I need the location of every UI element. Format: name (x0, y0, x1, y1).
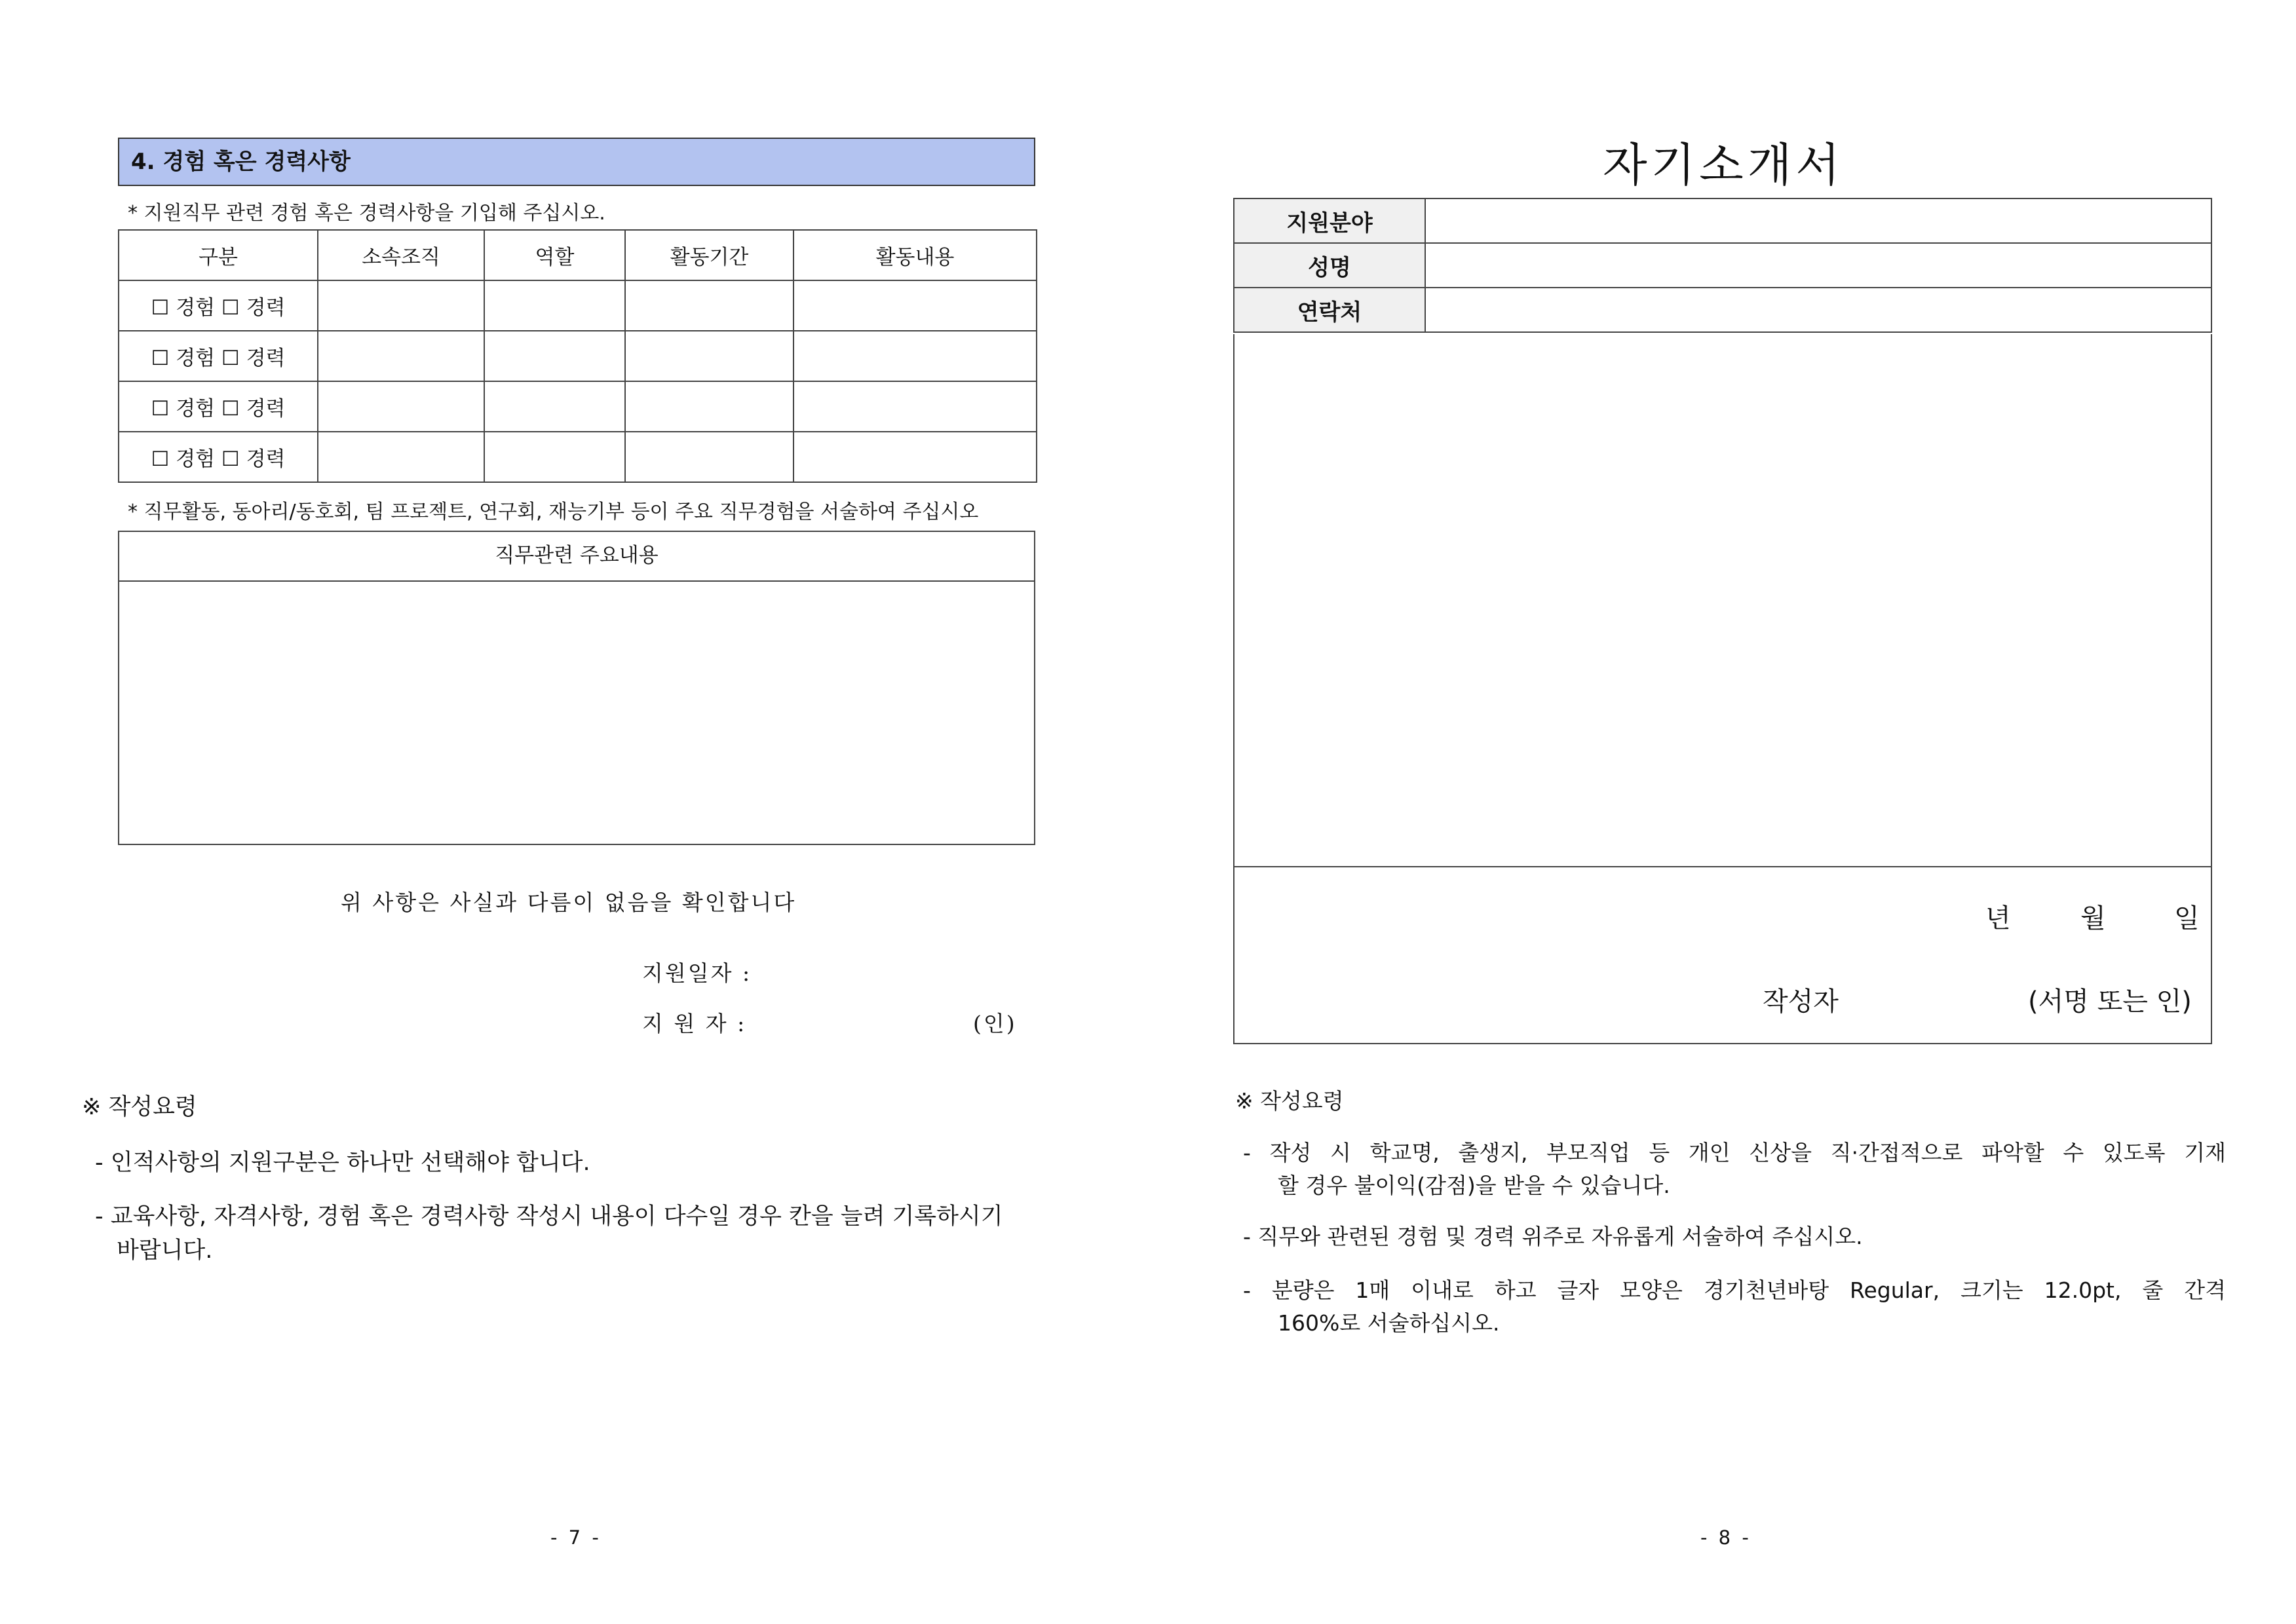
activity-cell[interactable] (794, 280, 1037, 331)
header-role: 역할 (484, 230, 625, 280)
left-guide-item: 바랍니다. (117, 1237, 213, 1264)
essay-box (1233, 334, 2212, 1044)
duty-content-box (118, 531, 1035, 845)
essay-text-area[interactable] (1234, 334, 2211, 867)
application-date-label: 지원일자 : (642, 960, 752, 986)
applicant-label: 지 원 자 : (642, 1011, 747, 1036)
seal-mark: (인) (973, 1011, 1017, 1036)
duty-content-area[interactable] (119, 582, 1034, 844)
experience-career-checkbox[interactable]: ☐ 경험 ☐ 경력 (119, 331, 318, 381)
experience-note: * 지원직무 관련 경험 혹은 경력사항을 기입해 주십시오. (128, 202, 605, 225)
role-cell[interactable] (484, 381, 625, 432)
period-cell[interactable] (625, 280, 794, 331)
signature-mark: (서명 또는 인) (2028, 987, 2192, 1017)
table-row (1234, 243, 2211, 288)
table-row (119, 331, 1037, 381)
table-row (1234, 288, 2211, 332)
period-cell[interactable] (625, 432, 794, 482)
field-value-contact[interactable] (1425, 288, 2211, 332)
field-label-position: 지원분야 (1234, 198, 1425, 243)
applicant-info-table (1233, 198, 2212, 333)
right-guide-item: - 분량은 1매 이내로 하고 글자 모양은 경기천년바탕 Regular, 크기는 12.0pt, 줄 간격 (1243, 1277, 2226, 1303)
field-label-name: 성명 (1234, 243, 1425, 288)
activity-cell[interactable] (794, 381, 1037, 432)
organization-cell[interactable] (318, 432, 484, 482)
header-activity: 활동내용 (794, 230, 1037, 280)
date-month-label: 월 (2080, 903, 2106, 934)
header-period: 활동기간 (625, 230, 794, 280)
experience-career-checkbox[interactable]: ☐ 경험 ☐ 경력 (119, 280, 318, 331)
role-cell[interactable] (484, 280, 625, 331)
activity-cell[interactable] (794, 432, 1037, 482)
role-cell[interactable] (484, 331, 625, 381)
period-cell[interactable] (625, 331, 794, 381)
activity-cell[interactable] (794, 331, 1037, 381)
section-title: 4. 경험 혹은 경력사항 (118, 138, 1035, 186)
table-row (1234, 198, 2211, 243)
experience-career-checkbox[interactable]: ☐ 경험 ☐ 경력 (119, 432, 318, 482)
organization-cell[interactable] (318, 331, 484, 381)
experience-table (118, 229, 1037, 483)
writer-label: 작성자 (1763, 987, 1839, 1017)
field-value-position[interactable] (1425, 198, 2211, 243)
right-guide-item: - 직무와 관련된 경험 및 경력 위주로 자유롭게 서술하여 주십시오. (1243, 1224, 1863, 1249)
left-guide-item: - 교육사항, 자격사항, 경험 혹은 경력사항 작성시 내용이 다수일 경우 칸을 늘려 기록하시기 (95, 1203, 1003, 1230)
left-guide-title: ※ 작성요령 (82, 1094, 197, 1120)
organization-cell[interactable] (318, 280, 484, 331)
right-guide-item: - 작성 시 학교명, 출생지, 부모직업 등 개인 신상을 직·간접적으로 파악할 수 있도록 기재 (1243, 1140, 2226, 1165)
table-row (119, 381, 1037, 432)
page-number-left: - 7 - (550, 1526, 602, 1549)
duty-note: * 직무활동, 동아리/동호회, 팀 프로젝트, 연구회, 재능기부 등이 주요 직무경험을 서술하여 주십시오 (128, 500, 979, 523)
date-year-label: 년 (1985, 903, 2011, 934)
role-cell[interactable] (484, 432, 625, 482)
field-label-contact: 연락처 (1234, 288, 1425, 332)
page-number-right: - 8 - (1700, 1526, 1751, 1549)
period-cell[interactable] (625, 381, 794, 432)
header-organization: 소속조직 (318, 230, 484, 280)
header-category: 구분 (119, 230, 318, 280)
table-header-row (119, 230, 1037, 280)
duty-content-header: 직무관련 주요내용 (119, 532, 1034, 582)
confirm-statement: 위 사항은 사실과 다름이 없음을 확인합니다 (341, 890, 797, 915)
right-guide-item: 할 경우 불이익(감점)을 받을 수 있습니다. (1278, 1173, 1670, 1198)
organization-cell[interactable] (318, 381, 484, 432)
right-guide-item: 160%로 서술하십시오. (1278, 1310, 1500, 1336)
date-day-label: 일 (2174, 903, 2200, 934)
left-guide-item: - 인적사항의 지원구분은 하나만 선택해야 합니다. (95, 1150, 590, 1176)
field-value-name[interactable] (1425, 243, 2211, 288)
table-row (119, 432, 1037, 482)
experience-career-checkbox[interactable]: ☐ 경험 ☐ 경력 (119, 381, 318, 432)
right-guide-title: ※ 작성요령 (1235, 1088, 1344, 1114)
table-row (119, 280, 1037, 331)
page-title: 자기소개서 (1602, 138, 1845, 192)
